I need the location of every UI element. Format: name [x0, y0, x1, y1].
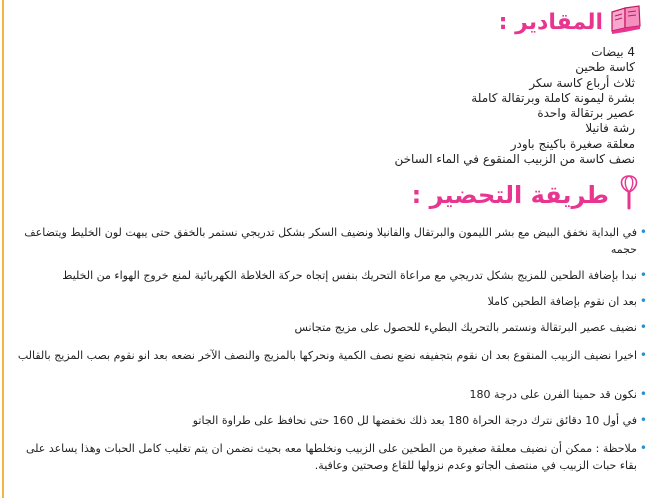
bullet-icon: • [639, 441, 647, 455]
ingredient-item: معلقة صغيرة باكينج باودر [510, 136, 635, 151]
method-step [9, 293, 647, 310]
bullet-icon: • [639, 348, 647, 362]
left-margin-rule [2, 0, 4, 498]
recipe-page [10, 0, 647, 498]
step-text: اخيرا نضيف الزبيب المنقوع بعد ان نقوم بتجفيفه نضع نصف الكمية ونحركها بالمزيج والنصف الآخر نضعه بعد انو نقوم بصب المزيج بالقالب [17, 349, 637, 362]
bullet-icon: • [639, 387, 647, 401]
ingredient-item: كاسة طحين [575, 60, 635, 75]
bullet-icon: • [639, 320, 647, 334]
bullet-icon: • [639, 268, 647, 282]
method-heading [412, 174, 643, 216]
ingredients-title: المقادير : [498, 9, 603, 35]
method-step [9, 224, 647, 258]
ingredient-item: ثلاث أرباع كاسة سكر [529, 75, 635, 90]
method-step [9, 412, 647, 429]
ingredient-item: بشرة ليمونة كاملة وبرتقالة كاملة [471, 90, 635, 105]
whisk-icon [615, 174, 643, 216]
ingredient-item: 4 بيضات [591, 45, 635, 59]
bullet-icon: • [639, 413, 647, 427]
method-step [9, 440, 647, 474]
ingredient-item: رشة فانيلا [585, 121, 635, 136]
method-step [9, 319, 647, 336]
bullet-icon: • [639, 225, 647, 239]
step-text: بعد ان نقوم بإضافة الطحين كاملا [487, 295, 637, 308]
step-text: نبدا بإضافة الطحين للمزيج بشكل تدريجي مع مراعاة التحريك بنفس إتجاه حركة الخلاطة الكهربائية لمنع خروج الهواء من الخليط [62, 269, 637, 282]
method-title: طريقة التحضير : [411, 181, 609, 209]
step-text: نضيف عصير البرتقالة ونستمر بالتحريك البطيء للحصول على مزيج متجانس [294, 321, 637, 334]
ingredient-item: نصف كاسة من الزبيب المنقوع في الماء الساخن [394, 152, 635, 167]
method-step [9, 347, 647, 364]
book-icon [609, 4, 643, 40]
ingredients-list [35, 45, 635, 167]
ingredients-heading [499, 4, 643, 40]
method-step [9, 267, 647, 284]
step-text: نكون قد حمينا الفرن على درجة 180 [469, 388, 637, 401]
step-text: في البداية نخفق البيض مع بشر الليمون والبرتقال والفانيلا ونضيف السكر بشكل تدريجي نستمر بالخفق حتى يبهت لون الخليط ويتضاعف حجمه [24, 226, 637, 256]
bullet-icon: • [639, 294, 647, 308]
method-step [9, 386, 647, 403]
ingredient-item: عصير برتقالة واحدة [537, 106, 635, 121]
step-text: ملاحظة : ممكن أن نضيف معلقة صغيرة من الطحين على الزبيب ونخلطها معه بحيث نضمن ان يتم تغليب كامل الحبات وهذا يساعد على بقاء حبات الزبيب في منتصف الجاتو وعدم نزولها للقاع وصحتين وعافية. [25, 442, 637, 472]
step-text: في أول 10 دقائق نترك درجة الحراة 180 بعد ذلك نخفضها لل 160 حتى نحافظ على طراوة الجاتو [192, 414, 637, 427]
